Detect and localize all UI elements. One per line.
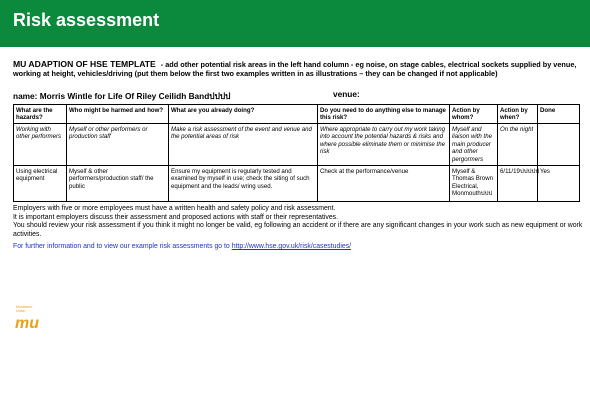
table-cell[interactable]: Yes [538,166,580,202]
header-bar [0,0,590,47]
guidance-line: It is important employers discuss their assessment and proposed actions with staff or their representatives. [13,213,339,221]
risk-table [13,104,580,202]
intro-lead: MU ADAPTION OF HSE TEMPLATE [13,59,156,69]
table-row [14,166,580,202]
table-cell[interactable]: Working with other performers [14,124,67,166]
column-header: What are you already doing? [169,105,318,124]
table-cell[interactable]: Using electrical equipment [14,166,67,202]
column-header: Done [538,105,580,124]
table-cell[interactable]: Where appropriate to carry out my work taking into account the potential hazards & risks and where possible eliminate them or minimise the risk [318,124,450,166]
table-cell[interactable] [538,124,580,166]
name-venue-row [13,89,579,103]
logo-mark: mu [15,315,39,332]
table-cell[interactable]: Make a risk assessment of the event and venue and the potential areas of risk [169,124,318,166]
column-header: What are the hazards? [14,105,67,124]
intro-text: - add other potential risk areas in the left hand column - eg noise, on stage cables, electrical sockets supplied by venue, working at height, vehicles/driving (put them below the first two examples written in as illustrations – they can be changed if not applicable) [13,60,577,78]
table-cell[interactable]: Myself and liaison with the main producer and other pergormers [450,124,498,166]
column-header: Action by when? [498,105,538,124]
musicians-union-logo [15,303,55,333]
table-cell[interactable]: 6/11/19ปปปปป [498,166,538,202]
page-title: Risk assessment [13,10,160,30]
logo-small-text: Musicians' [16,305,33,309]
table-cell[interactable]: Myself & other performers/production staff/ the public [67,166,169,202]
column-header: Do you need to do anything else to manage this risk? [318,105,450,124]
further-info-text: For further information and to view our example risk assessments go to [13,243,232,250]
guidance-text [13,205,583,239]
further-info [13,243,583,250]
guidance-line: You should review your risk assessment if you think it might no longer be valid, eg following an accident or if there are any significant changes in your work such as new equipment or work activities. [13,222,583,238]
table-row [14,124,580,166]
name-label: name: Morris Wintle for Life Of Riley Ceilidh Bandปปปป [13,91,231,101]
table-cell[interactable]: Myself & Thomas Brown Electrical, Monmouthปปป [450,166,498,202]
guidance-line: Employers with five or more employees must have a written health and safety policy and risk assessment. [13,205,336,212]
table-cell[interactable]: Ensure my equipment is regularly tested and examined by myself in use; check the siting of such equipment and the leads/ wring used. [169,166,318,202]
column-header: Action by whom? [450,105,498,124]
column-header: Who might be harmed and how? [67,105,169,124]
hse-link[interactable]: http://www.hse.gov.uk/risk/casestudies/ [231,243,352,250]
table-cell[interactable]: On the night [498,124,538,166]
logo-small-text-2: Union [16,309,26,313]
table-header-row [14,105,580,124]
table-cell[interactable]: Check at the performance/venue [318,166,450,202]
table-cell[interactable]: Myself or other performers or production staff [67,124,169,166]
venue-label: venue: [333,89,360,99]
intro-paragraph [13,60,579,78]
